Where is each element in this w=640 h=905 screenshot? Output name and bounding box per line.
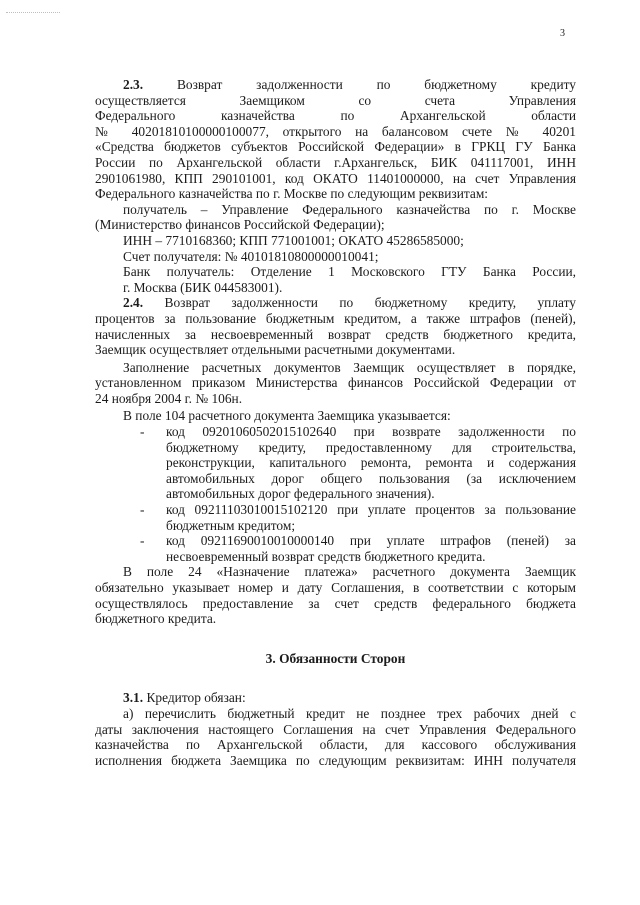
section-3-heading: 3. Обязанности Сторон <box>265 650 406 666</box>
recipient-line: (Министерство финансов Российской Федерации); <box>95 217 385 233</box>
section-2-4-line: 2.4. Возврат задолженности по бюджетному кредиту, уплату <box>123 295 577 311</box>
subsection-3-1-title: 3.1. Кредитор обязан: <box>123 690 246 706</box>
field-24-line: бюджетного кредита. <box>95 611 217 627</box>
section-2-4-label: 2.4. <box>123 295 144 311</box>
section-2-4-line: Заемщик осуществляет отдельными расчетными документами. <box>95 342 456 358</box>
field-24-line: В поле 24 «Назначение платежа» расчетного документа Заемщик <box>123 564 576 580</box>
document-body <box>95 77 576 768</box>
payment-code-item: - код 09201060502015102640 при возврате задолженности по бюджетному кредиту, предоставленному для строительства, реконструкции, капитального ремонта, ремонта и содержания автомобильных дорог общего пользования (за исключением автомобильных дорог федерального значения). <box>140 424 576 502</box>
list-bullet: - <box>140 533 145 549</box>
section-2-3-line: Федерального казначейства по г. Москве по следующим реквизитам: <box>95 186 489 202</box>
recipient-account-line: Счет получателя: № 40101810800000010041; <box>123 248 379 264</box>
payment-code-list <box>95 424 576 564</box>
field-104-intro: В поле 104 расчетного документа Заемщика указывается: <box>123 408 451 424</box>
recipient-bank-line: г. Москва (БИК 044583001). <box>123 279 283 295</box>
field-24-line: обязательно указывает номер и дату Соглашения, в соответствии с которым <box>95 580 576 595</box>
page-number: 3 <box>560 28 565 39</box>
list-bullet: - <box>140 424 145 440</box>
filling-line: 24 ноября 2004 г. № 106н. <box>95 390 243 406</box>
item-a-line: казначейства по Архангельской области, для кассового обслуживания <box>95 737 576 753</box>
recipient-bank-line: Банк получатель: Отделение 1 Московского ГТУ Банка России, <box>123 264 576 280</box>
subsection-3-1-label: 3.1. <box>123 690 144 706</box>
section-2-3-line: Федерального казначейства по Архангельской области <box>95 108 576 124</box>
recipient-line: получатель – Управление Федерального казначейства по г. Москве <box>123 201 576 217</box>
recipient-inn-line: ИНН – 7710168360; КПП 771001001; ОКАТО 45286585000; <box>123 232 464 248</box>
item-a-line: даты заключения настоящего Соглашения на счет Управления Федерального <box>95 721 576 737</box>
filling-line: Заполнение расчетных документов Заемщик осуществляет в порядке, <box>123 359 576 375</box>
section-2-4-line: начисленных за несвоевременный возврат средств бюджетного кредита, <box>95 326 576 342</box>
section-2-3-line: 2.3. Возврат задолженности по бюджетному кредиту <box>123 77 576 92</box>
item-a-line: а) перечислить бюджетный кредит не позднее трех рабочих дней с <box>123 705 576 721</box>
payment-code-item: - код 09211103010015102120 при уплате процентов за пользование бюджетным кредитом; <box>140 502 576 533</box>
section-2-3-line: России по Архангельской области г.Архангельск, БИК 041117001, ИНН <box>95 154 576 170</box>
payment-code-item: - код 09211690010010000140 при уплате штрафов (пеней) за несвоевременный возврат средств бюджетного кредита. <box>140 533 576 564</box>
section-2-3-line: «Средства бюджетов субъектов Российской Федерации» в ГРКЦ ГУ Банка <box>95 139 576 155</box>
field-24-line: осуществлялось предоставление за счет средств федерального бюджета <box>95 595 576 611</box>
section-2-3-line: № 40201810100000100077, открытого на балансовом счете № 40201 <box>95 123 576 139</box>
filling-line: установленном приказом Министерства финансов Российской Федерации от <box>95 375 576 391</box>
section-2-3-label: 2.3. <box>123 77 144 92</box>
section-2-3-line: осуществляется Заемщиком со счета Управления <box>95 92 576 108</box>
item-a-line: исполнения бюджета Заемщика по следующим реквизитам: ИНН получателя <box>95 752 576 768</box>
section-2-4-line: процентов за пользование бюджетным кредитом, а также штрафов (пеней), <box>95 310 576 326</box>
scan-artifact-line <box>6 12 60 13</box>
list-bullet: - <box>140 502 145 518</box>
section-2-3-line: 2901061980, КПП 290101001, код ОКАТО 11401000000, на счет Управления <box>95 170 576 186</box>
